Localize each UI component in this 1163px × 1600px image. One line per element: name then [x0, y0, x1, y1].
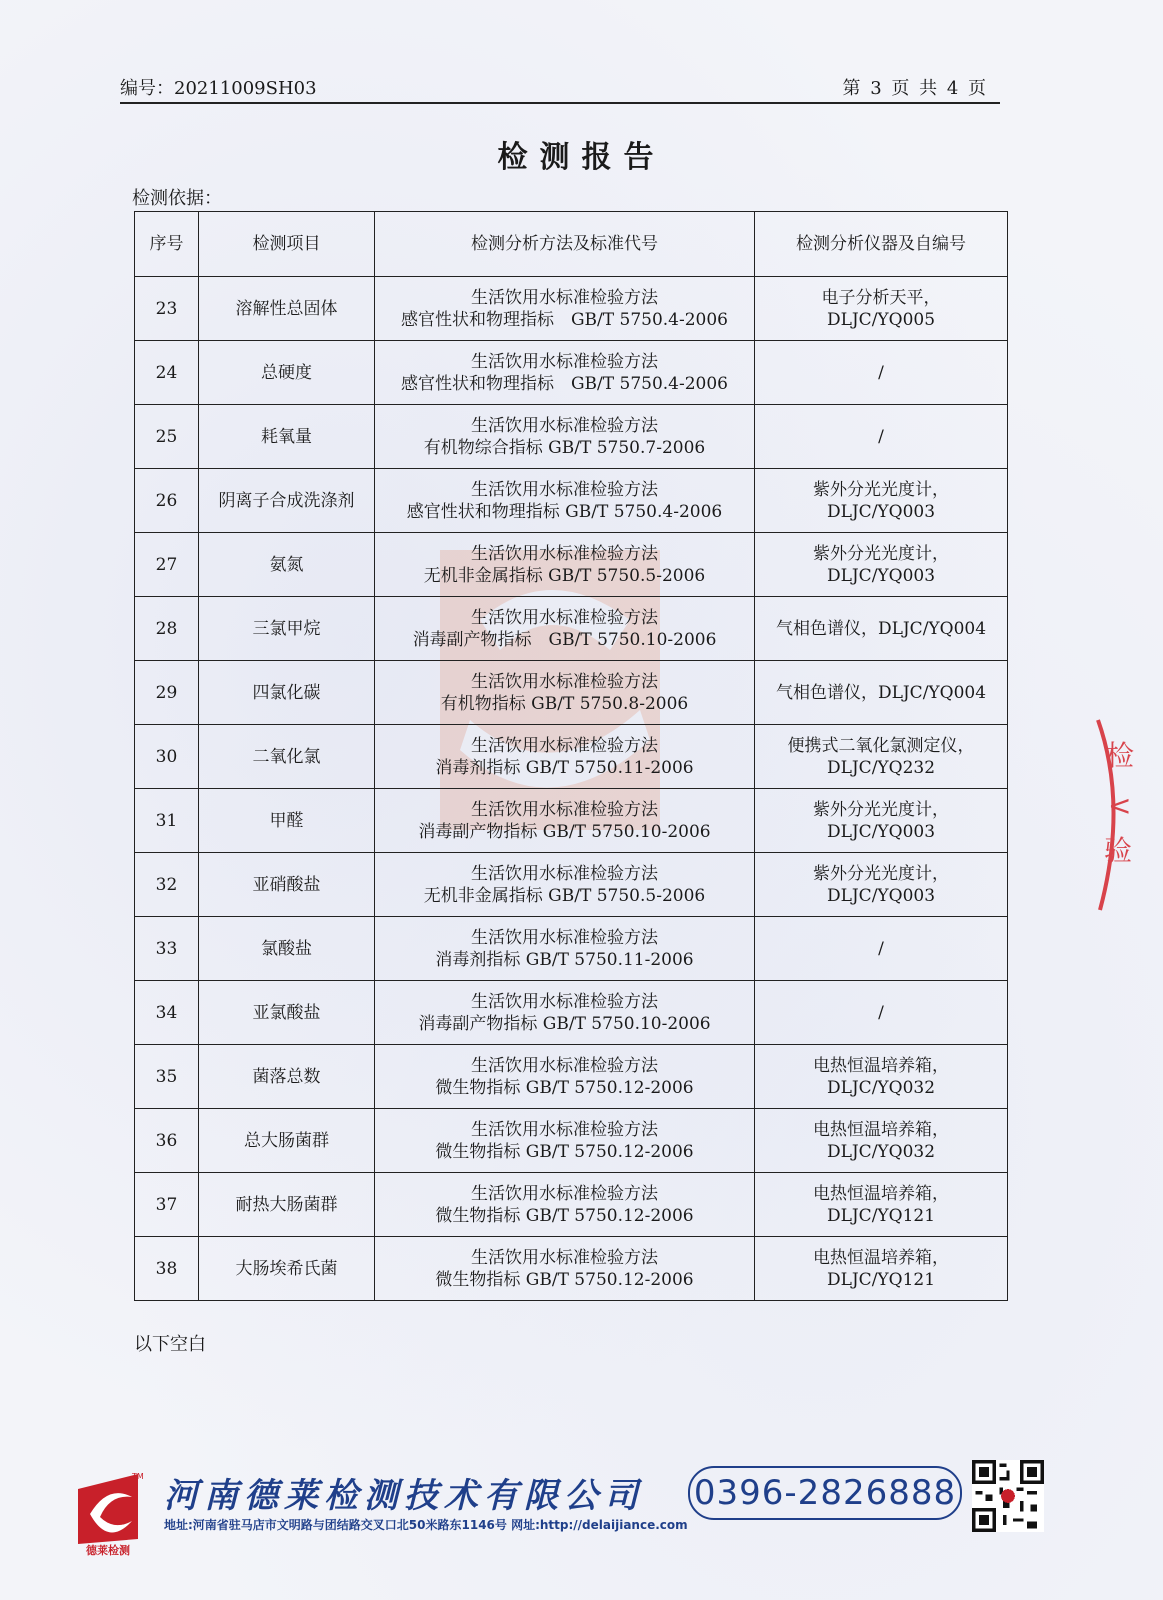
header-instrument: 检测分析仪器及自编号	[755, 212, 1008, 277]
cell-instrument	[755, 277, 1008, 341]
cell-instrument	[755, 917, 1008, 981]
table-row	[135, 469, 1008, 533]
method-title: 生活饮用水标准检验方法	[471, 415, 658, 436]
cell-instrument	[755, 341, 1008, 405]
method-standard: 微生物指标 GB/T 5750.12-2006	[435, 1077, 694, 1098]
table-row	[135, 981, 1008, 1045]
method-standard: 无机非金属指标 GB/T 5750.5-2006	[423, 565, 706, 586]
cell-item: 大肠埃希氏菌	[199, 1237, 375, 1301]
cell-no: 31	[135, 789, 199, 853]
instrument-id: DLJC/YQ032	[826, 1141, 936, 1162]
report-header	[120, 72, 1000, 104]
method-standard: 消毒副产物指标 GB/T 5750.10-2006	[412, 629, 717, 650]
instrument-name: 电热恒温培养箱，	[813, 1055, 949, 1076]
cell-item: 溶解性总固体	[199, 277, 375, 341]
table-row	[135, 277, 1008, 341]
method-title: 生活饮用水标准检验方法	[471, 671, 658, 692]
method-title: 生活饮用水标准检验方法	[471, 863, 658, 884]
cell-no: 36	[135, 1109, 199, 1173]
cell-method	[375, 725, 755, 789]
cell-no: 28	[135, 597, 199, 661]
instrument-id: DLJC/YQ003	[826, 821, 936, 842]
report-title: 检测报告	[497, 140, 666, 175]
page-indicator: 第 3 页 共 4 页	[842, 78, 988, 99]
method-title: 生活饮用水标准检验方法	[471, 1055, 658, 1076]
instrument-name: 紫外分光光度计，	[813, 863, 949, 884]
table-row	[135, 533, 1008, 597]
instrument-name: 电子分析天平，	[821, 287, 941, 308]
instrument-name: /	[878, 426, 884, 447]
cell-no: 34	[135, 981, 199, 1045]
cell-item: 亚硝酸盐	[199, 853, 375, 917]
instrument-id: DLJC/YQ032	[826, 1077, 936, 1098]
instrument-name: /	[878, 1002, 884, 1023]
cell-instrument	[755, 1173, 1008, 1237]
instrument-id: DLJC/YQ121	[826, 1205, 936, 1226]
method-title: 生活饮用水标准检验方法	[471, 735, 658, 756]
instrument-id: DLJC/YQ003	[826, 501, 936, 522]
method-title: 生活饮用水标准检验方法	[471, 479, 658, 500]
cell-instrument	[755, 725, 1008, 789]
table-row	[135, 405, 1008, 469]
table-row	[135, 1109, 1008, 1173]
cell-instrument	[755, 1045, 1008, 1109]
cell-method	[375, 341, 755, 405]
method-title: 生活饮用水标准检验方法	[471, 543, 658, 564]
instrument-name: /	[878, 938, 884, 959]
cell-item: 甲醛	[199, 789, 375, 853]
cell-method	[375, 981, 755, 1045]
cell-instrument	[755, 1109, 1008, 1173]
instrument-id: DLJC/YQ003	[826, 565, 936, 586]
cell-item: 三氯甲烷	[199, 597, 375, 661]
company-name: 河南德莱检测技术有限公司	[164, 1476, 644, 1516]
instrument-name: 紫外分光光度计，	[813, 479, 949, 500]
instrument-id: DLJC/YQ005	[826, 309, 936, 330]
cell-method	[375, 597, 755, 661]
instrument-name: 电热恒温培养箱，	[813, 1119, 949, 1140]
method-standard: 微生物指标 GB/T 5750.12-2006	[435, 1141, 694, 1162]
report-number: 编号：20211009SH03	[120, 78, 317, 99]
cell-method	[375, 469, 755, 533]
cell-no: 35	[135, 1045, 199, 1109]
logo-caption: 德莱检测	[86, 1544, 130, 1557]
method-title: 生活饮用水标准检验方法	[471, 927, 658, 948]
cell-no: 24	[135, 341, 199, 405]
company-address: 地址:河南省驻马店市文明路与团结路交叉口北50米路东1146号 网址:http://delaijiance.com	[164, 1518, 688, 1532]
table-header-row	[135, 212, 1008, 277]
instrument-id: DLJC/YQ121	[826, 1269, 936, 1290]
cell-item: 氯酸盐	[199, 917, 375, 981]
method-title: 生活饮用水标准检验方法	[471, 799, 658, 820]
cell-no: 25	[135, 405, 199, 469]
cell-item: 总大肠菌群	[199, 1109, 375, 1173]
cell-no: 33	[135, 917, 199, 981]
table-row	[135, 1237, 1008, 1301]
cell-no: 37	[135, 1173, 199, 1237]
svg-text:检: 检	[1106, 739, 1135, 772]
instrument-name: 电热恒温培养箱，	[813, 1247, 949, 1268]
method-title: 生活饮用水标准检验方法	[471, 991, 658, 1012]
company-phone: 0396-2826888	[688, 1466, 962, 1520]
cell-instrument	[755, 533, 1008, 597]
cell-instrument	[755, 469, 1008, 533]
instrument-name: /	[878, 362, 884, 383]
method-standard: 消毒副产物指标 GB/T 5750.10-2006	[418, 821, 711, 842]
cell-item: 菌落总数	[199, 1045, 375, 1109]
instrument-name: 气相色谱仪，DLJC/YQ004	[775, 682, 987, 703]
cell-item: 耗氧量	[199, 405, 375, 469]
cell-method	[375, 1045, 755, 1109]
cell-item: 总硬度	[199, 341, 375, 405]
cell-item: 阴离子合成洗涤剂	[199, 469, 375, 533]
method-title: 生活饮用水标准检验方法	[471, 1247, 658, 1268]
instrument-name: 电热恒温培养箱，	[813, 1183, 949, 1204]
cell-item: 耐热大肠菌群	[199, 1173, 375, 1237]
header-method: 检测分析方法及标准代号	[375, 212, 755, 277]
cell-no: 23	[135, 277, 199, 341]
cell-method	[375, 1109, 755, 1173]
method-title: 生活饮用水标准检验方法	[471, 1183, 658, 1204]
cell-no: 27	[135, 533, 199, 597]
method-title: 生活饮用水标准检验方法	[471, 287, 658, 308]
method-standard: 感官性状和物理指标 GB/T 5750.4-2006	[400, 309, 729, 330]
cell-no: 32	[135, 853, 199, 917]
cell-item: 亚氯酸盐	[199, 981, 375, 1045]
cell-no: 29	[135, 661, 199, 725]
cell-item: 氨氮	[199, 533, 375, 597]
basis-table	[134, 211, 1008, 1301]
qr-code-icon	[972, 1460, 1044, 1532]
blank-below-note: 以下空白	[134, 1334, 206, 1355]
method-standard: 有机物综合指标 GB/T 5750.7-2006	[423, 437, 706, 458]
svg-text:<: <	[1108, 789, 1132, 822]
svg-text:验: 验	[1104, 834, 1133, 867]
instrument-name: 紫外分光光度计，	[813, 543, 949, 564]
method-standard: 微生物指标 GB/T 5750.12-2006	[435, 1205, 694, 1226]
cell-method	[375, 1237, 755, 1301]
cell-instrument	[755, 405, 1008, 469]
header-no: 序号	[135, 212, 199, 277]
basis-label: 检测依据：	[132, 188, 222, 209]
cell-instrument	[755, 1237, 1008, 1301]
cell-method	[375, 789, 755, 853]
method-standard: 消毒副产物指标 GB/T 5750.10-2006	[418, 1013, 711, 1034]
method-title: 生活饮用水标准检验方法	[471, 607, 658, 628]
instrument-name: 便携式二氧化氯测定仪，	[787, 735, 975, 756]
table-row	[135, 789, 1008, 853]
cell-method	[375, 853, 755, 917]
cell-no: 38	[135, 1237, 199, 1301]
method-standard: 感官性状和物理指标 GB/T 5750.4-2006	[406, 501, 723, 522]
cell-instrument	[755, 789, 1008, 853]
table-row	[135, 597, 1008, 661]
method-standard: 微生物指标 GB/T 5750.12-2006	[435, 1269, 694, 1290]
cell-instrument	[755, 853, 1008, 917]
cell-method	[375, 405, 755, 469]
instrument-name: 紫外分光光度计，	[813, 799, 949, 820]
instrument-name: 气相色谱仪，DLJC/YQ004	[775, 618, 987, 639]
cell-method	[375, 277, 755, 341]
cell-no: 30	[135, 725, 199, 789]
cell-method	[375, 1173, 755, 1237]
cell-no: 26	[135, 469, 199, 533]
method-title: 生活饮用水标准检验方法	[471, 1119, 658, 1140]
table-row	[135, 341, 1008, 405]
cell-instrument	[755, 981, 1008, 1045]
table-row	[135, 661, 1008, 725]
company-footer	[60, 1460, 1110, 1570]
table-row	[135, 1045, 1008, 1109]
instrument-id: DLJC/YQ232	[826, 757, 936, 778]
cell-instrument	[755, 661, 1008, 725]
cell-instrument	[755, 597, 1008, 661]
method-standard: 消毒剂指标 GB/T 5750.11-2006	[435, 949, 694, 970]
cell-item: 四氯化碳	[199, 661, 375, 725]
seal-stamp	[1078, 715, 1138, 915]
cell-method	[375, 917, 755, 981]
header-item: 检测项目	[199, 212, 375, 277]
table-row	[135, 1173, 1008, 1237]
cell-item: 二氧化氯	[199, 725, 375, 789]
instrument-id: DLJC/YQ003	[826, 885, 936, 906]
table-row	[135, 853, 1008, 917]
cell-method	[375, 661, 755, 725]
table-row	[135, 917, 1008, 981]
svg-text:TM: TM	[132, 1472, 144, 1481]
method-standard: 感官性状和物理指标 GB/T 5750.4-2006	[400, 373, 729, 394]
method-standard: 无机非金属指标 GB/T 5750.5-2006	[423, 885, 706, 906]
table-row	[135, 725, 1008, 789]
method-standard: 有机物指标 GB/T 5750.8-2006	[440, 693, 689, 714]
method-standard: 消毒剂指标 GB/T 5750.11-2006	[435, 757, 694, 778]
method-title: 生活饮用水标准检验方法	[471, 351, 658, 372]
cell-method	[375, 533, 755, 597]
